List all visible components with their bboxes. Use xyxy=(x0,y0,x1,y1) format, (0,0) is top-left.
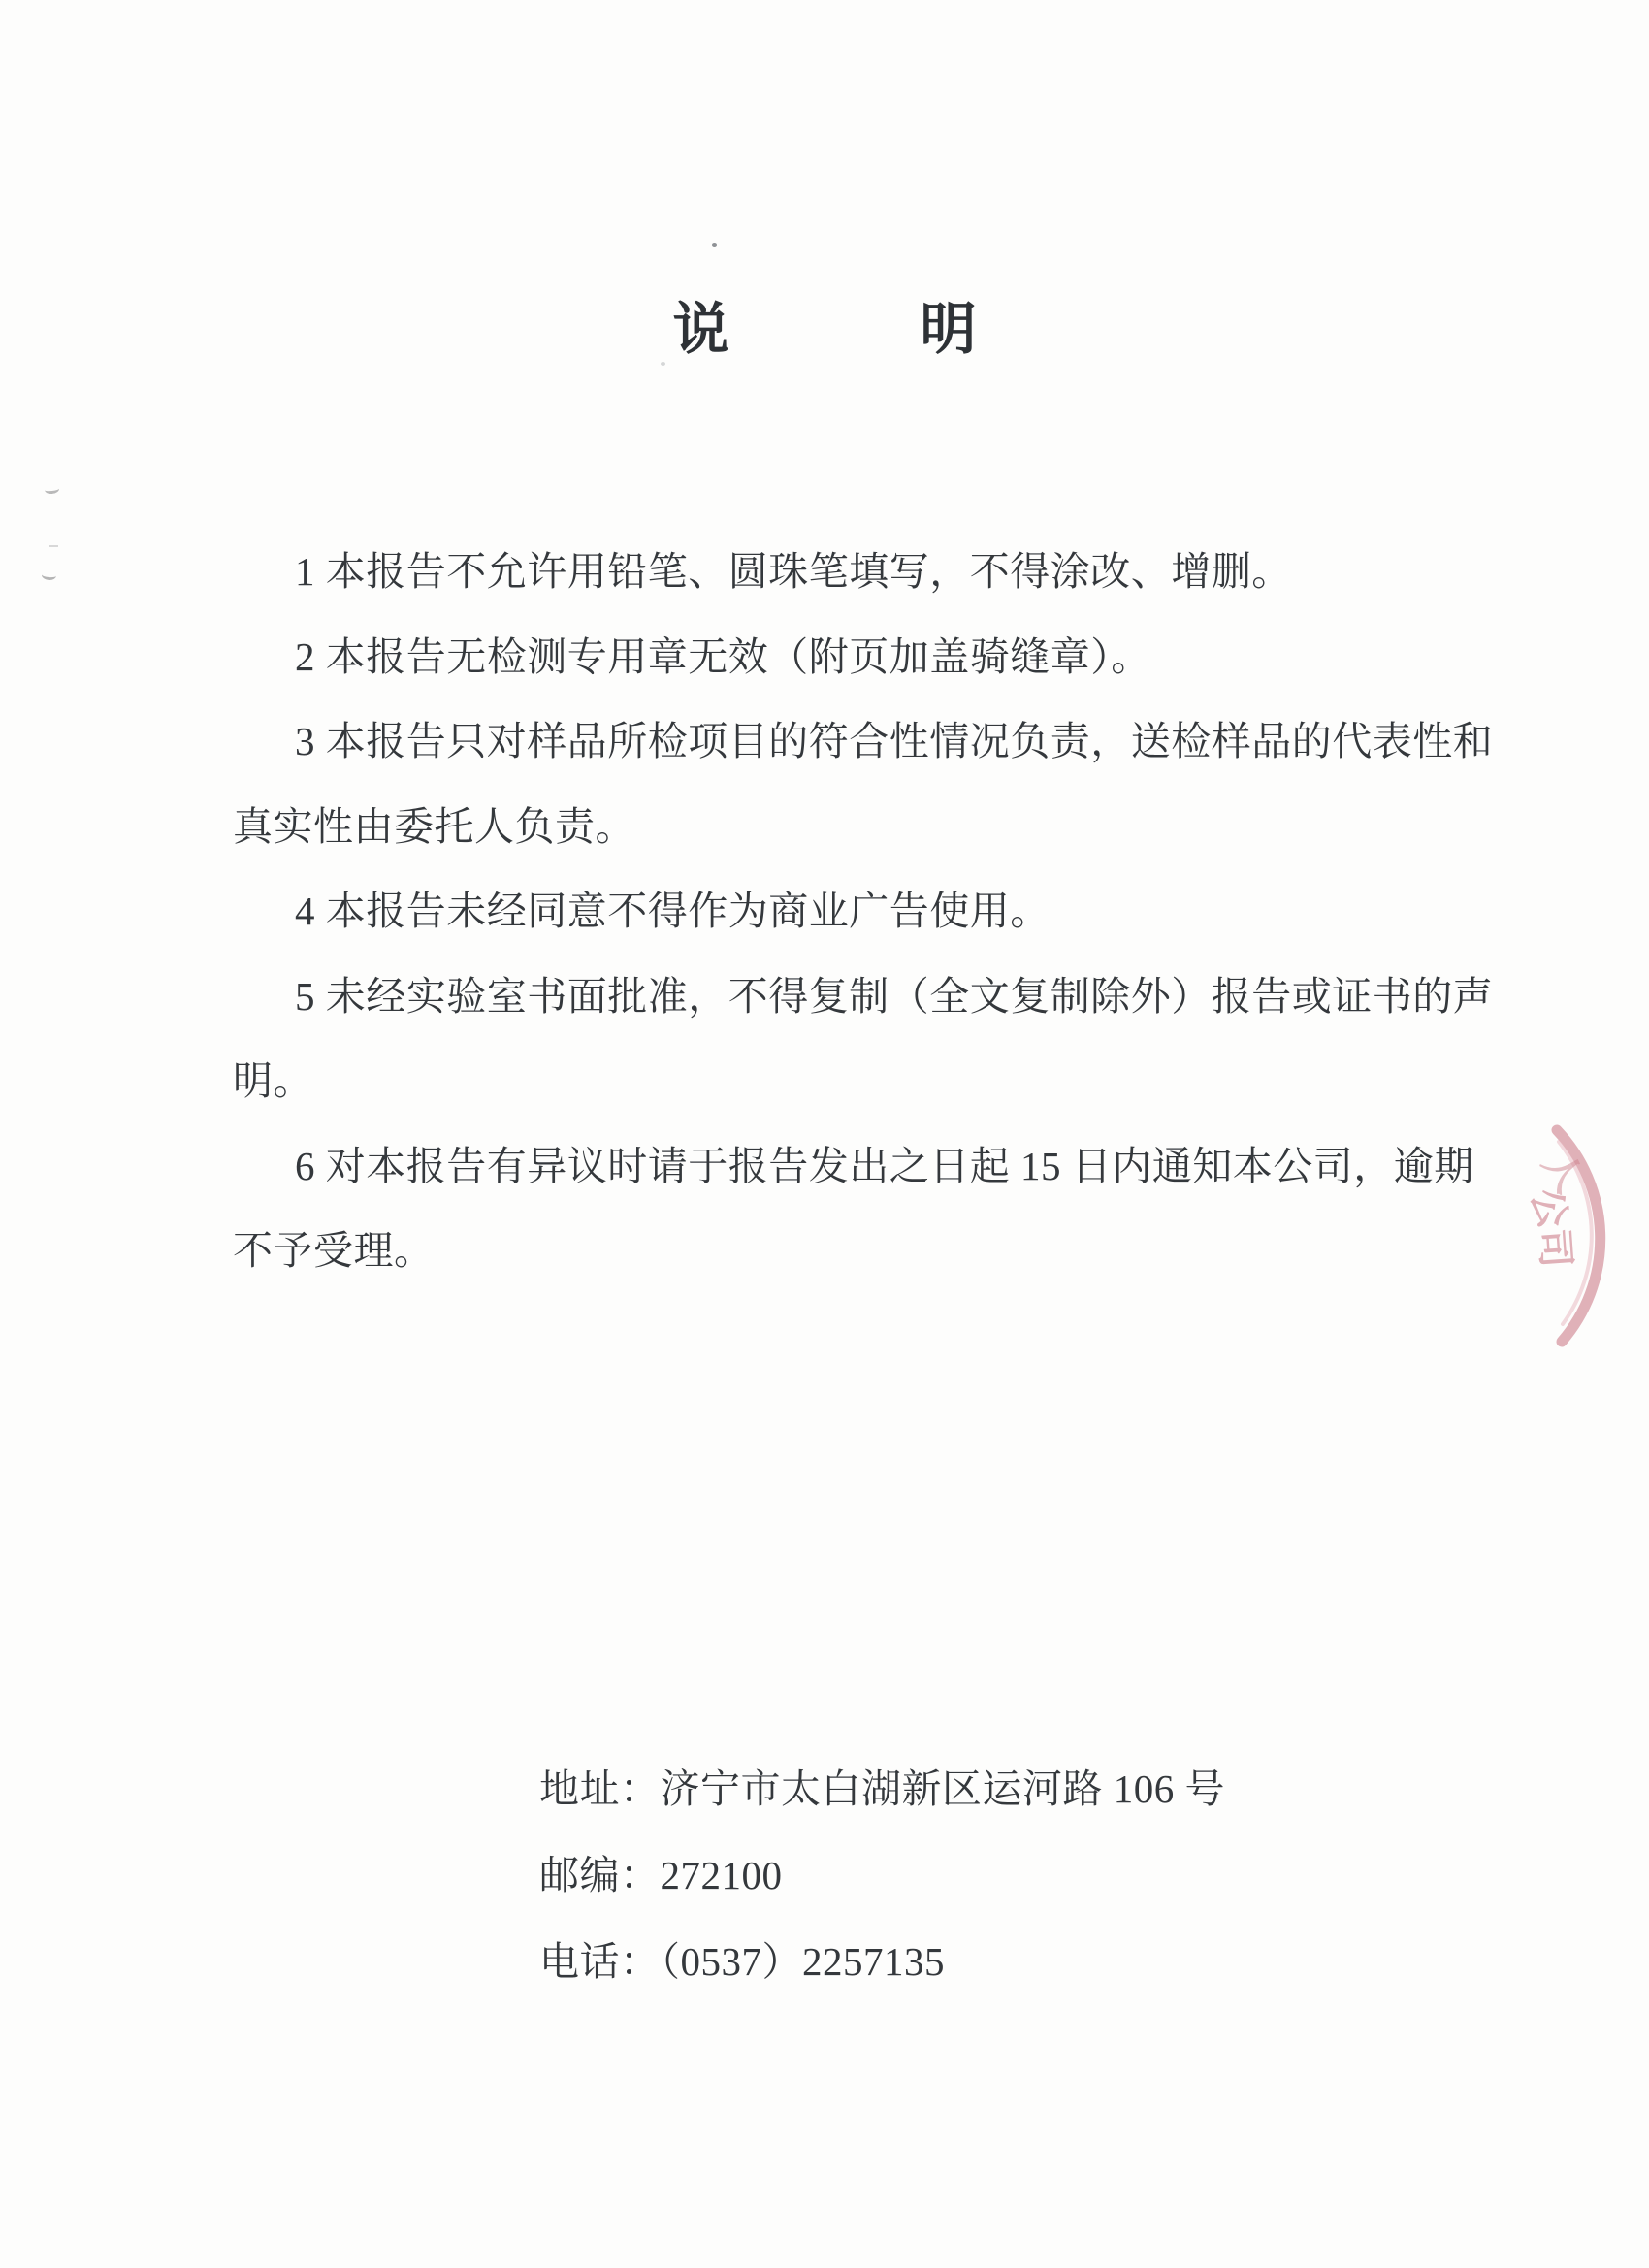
page-title xyxy=(0,283,1649,365)
scan-artifact xyxy=(45,484,60,495)
contact-postcode: 邮编：272100 xyxy=(539,1853,783,1897)
note-line-5: 5 未经实验室书面批准，不得复制（全文复制除外）报告或证书的声 xyxy=(295,973,1494,1019)
scan-artifact xyxy=(42,569,57,580)
contact-phone: 电话：（0537）2257135 xyxy=(539,1939,945,1984)
title-char-2: 明 xyxy=(920,298,977,361)
scan-artifact xyxy=(661,362,665,366)
note-line-4: 4 本报告未经同意不得作为商业广告使用。 xyxy=(295,889,1051,933)
note-line-6: 6 对本报告有异议时请于报告发出之日起 15 日内通知本公司，逾期 xyxy=(295,1143,1474,1188)
notes-list xyxy=(233,530,1494,1294)
note-line-5-continued: 明。 xyxy=(233,1058,313,1103)
seal-text-fragment-1: 人 xyxy=(1534,1144,1593,1200)
note-line-3: 3 本报告只对样品所检项目的符合性情况负责，送检样品的代表性和 xyxy=(295,719,1494,763)
seal-text-fragment-2: 公 xyxy=(1522,1183,1576,1234)
seal-text-fragment-3: 司 xyxy=(1532,1227,1578,1270)
scan-artifact xyxy=(48,541,58,547)
note-line-2: 2 本报告无检测专用章无效（附页加盖骑缝章）。 xyxy=(295,633,1151,679)
note-line-1: 1 本报告不允许用铅笔、圆珠笔填写，不得涂改、增删。 xyxy=(295,549,1292,594)
note-line-3-continued: 真实性由委托人负责。 xyxy=(233,803,635,849)
note-line-6-continued: 不予受理。 xyxy=(233,1228,435,1273)
scan-artifact xyxy=(712,243,717,247)
contact-address: 地址：济宁市太白湖新区运河路 106 号 xyxy=(539,1766,1225,1811)
title-char-1: 说 xyxy=(672,298,729,361)
contact-info xyxy=(539,1746,1225,2005)
